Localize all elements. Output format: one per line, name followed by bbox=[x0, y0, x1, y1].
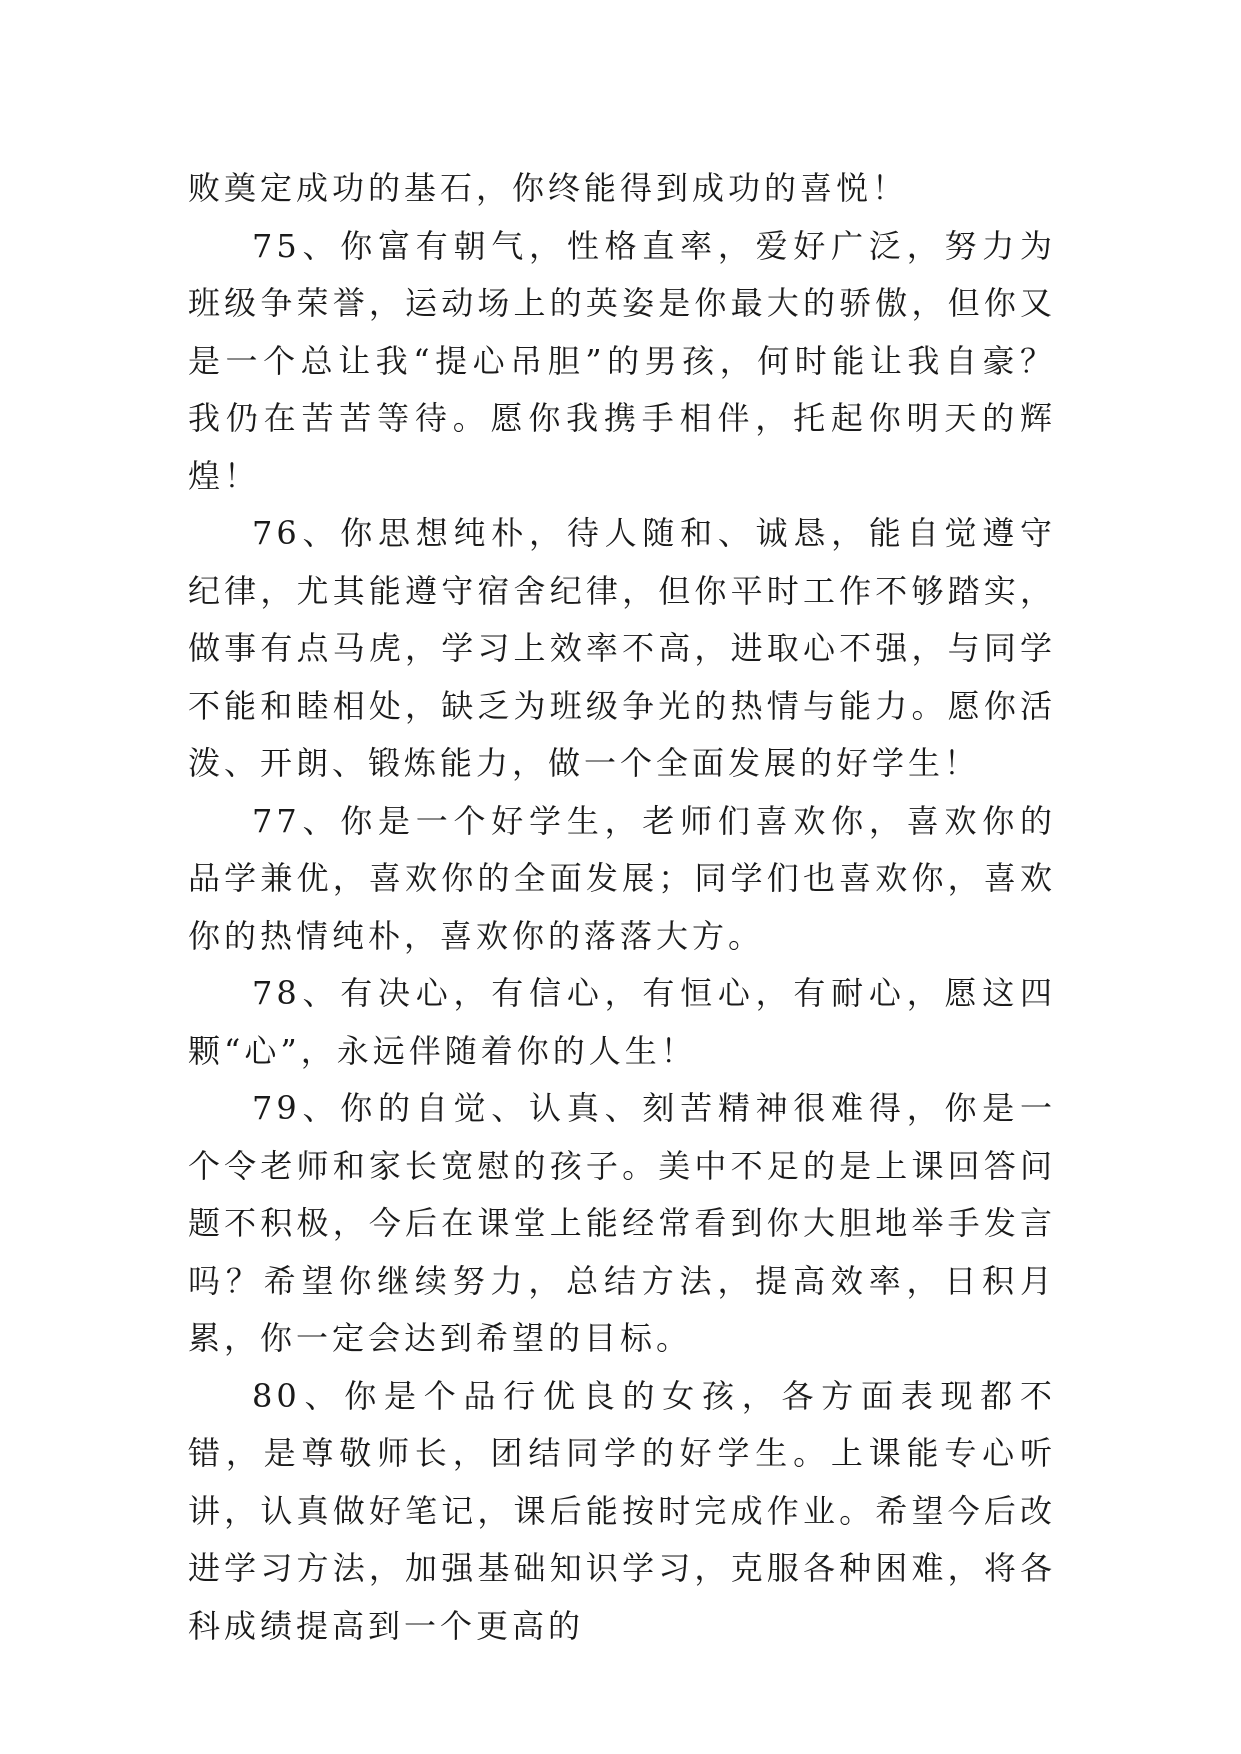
paragraph-75: 75、你富有朝气，性格直率，爱好广泛，努力为班级争荣誉，运动场上的英姿是你最大的骄傲，但你又是一个总让我“提心吊胆”的男孩，何时能让我自豪？我仍在苦苦等待。愿你我携手相伴，托起你明天的辉煌！ bbox=[188, 226, 1056, 495]
paragraph-79: 79、你的自觉、认真、刻苦精神很难得，你是一个令老师和家长宽慰的孩子。美中不足的是上课回答问题不积极，今后在课堂上能经常看到你大胆地举手发言吗？希望你继续努力，总结方法，提高效率，日积月累，你一定会达到希望的目标。 bbox=[188, 1089, 1056, 1357]
document-body bbox=[188, 160, 1056, 1655]
paragraph-continuation: 败奠定成功的基石，你终能得到成功的喜悦！ bbox=[188, 169, 909, 207]
paragraph-76: 76、你思想纯朴，待人随和、诚恳，能自觉遵守纪律，尤其能遵守宿舍纪律，但你平时工作不够踏实，做事有点马虎，学习上效率不高，进取心不强，与同学不能和睦相处，缺乏为班级争光的热情与能力。愿你活泼、开朗、锻炼能力，做一个全面发展的好学生！ bbox=[188, 514, 1056, 782]
paragraph-77: 77、你是一个好学生，老师们喜欢你，喜欢你的品学兼优，喜欢你的全面发展；同学们也喜欢你，喜欢你的热情纯朴，喜欢你的落落大方。 bbox=[188, 801, 1056, 955]
paragraph-78: 78、有决心，有信心，有恒心，有耐心，愿这四颗“心”，永远伴随着你的人生！ bbox=[188, 974, 1056, 1070]
paragraph-80: 80、你是个品行优良的女孩，各方面表现都不错，是尊敬师长，团结同学的好学生。上课能专心听讲，认真做好笔记，课后能按时完成作业。希望今后改进学习方法，加强基础知识学习，克服各种困难，将各科成绩提高到一个更高的 bbox=[188, 1376, 1056, 1645]
